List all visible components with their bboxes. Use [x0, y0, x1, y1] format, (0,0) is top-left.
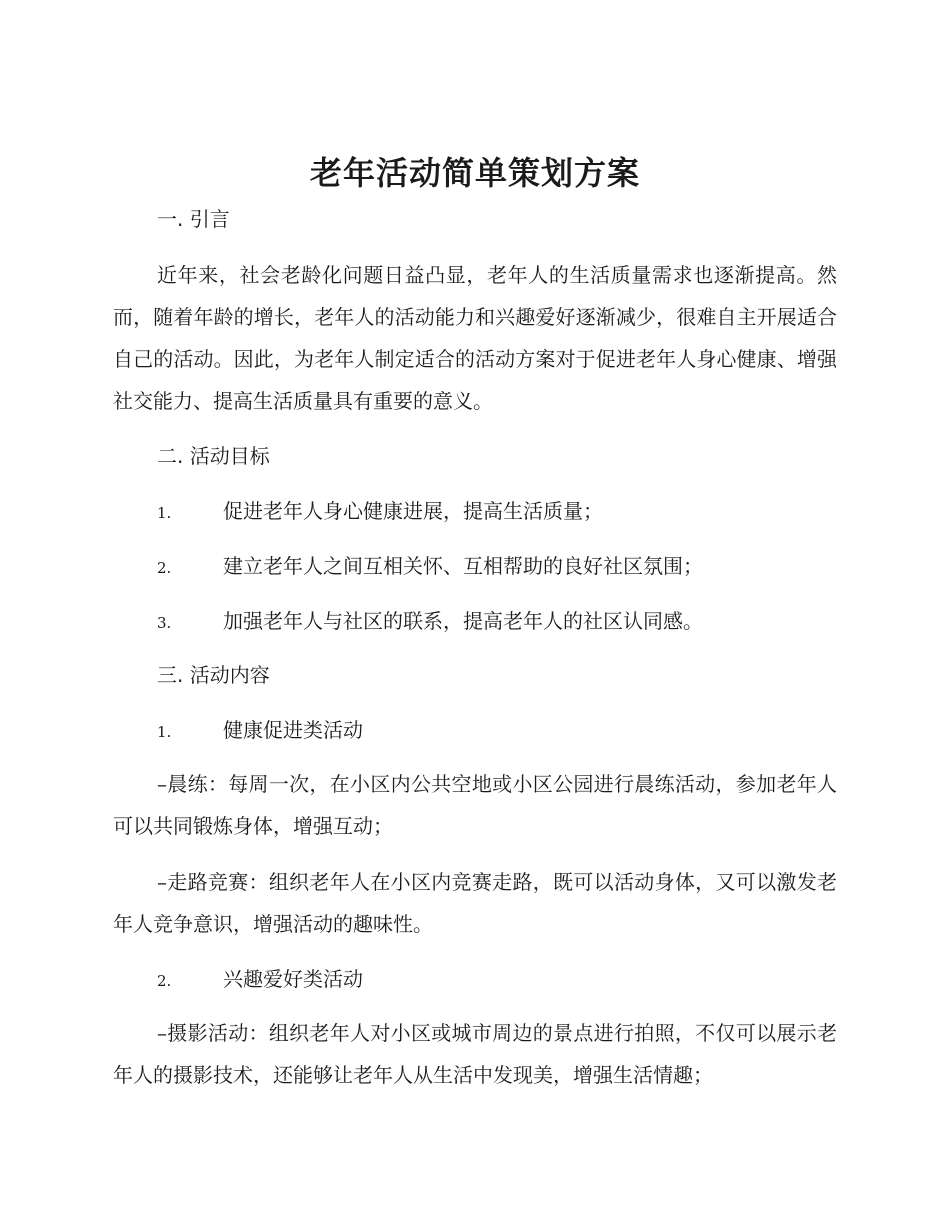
content-category [157, 716, 363, 746]
document-title: 老年活动简单策划方案 [309, 154, 640, 192]
list-number: 1. [157, 723, 172, 741]
goal-item [157, 607, 703, 637]
list-number: 1. [157, 504, 172, 522]
list-text: 加强老年人与社区的联系，提高老年人的社区认同感。 [223, 609, 703, 633]
list-text: 促进老年人身心健康进展，提高生活质量； [223, 499, 603, 523]
intro-paragraph: 近年来，社会老龄化问题日益凸显，老年人的生活质量需求也逐渐提高。然而，随着年龄的增长，老年人的活动能力和兴趣爱好逐渐减少，很难自主开展适合自己的活动。因此，为老年人制定适合的活动方案对于促进老年人身心健康、增强社交能力、提高生活质量具有重要的意义。 [113, 263, 837, 413]
section-heading-goals: 二. 活动目标 [157, 444, 270, 468]
category-label: 兴趣爱好类活动 [223, 967, 363, 991]
goal-item [157, 497, 603, 527]
content-category [157, 965, 363, 995]
list-number: 2. [157, 559, 172, 577]
list-number: 3. [157, 614, 172, 632]
content-paragraph: –摄影活动：组织老年人对小区或城市周边的景点进行拍照，不仅可以展示老年人的摄影技术，还能够让老年人从生活中发现美，增强生活情趣； [113, 1021, 837, 1087]
list-text: 建立老年人之间互相关怀、互相帮助的良好社区氛围； [223, 554, 703, 578]
section-heading-content: 三. 活动内容 [157, 663, 270, 687]
goal-item [157, 552, 703, 582]
category-label: 健康促进类活动 [223, 718, 363, 742]
content-paragraph: –晨练：每周一次，在小区内公共空地或小区公园进行晨练活动，参加老年人可以共同锻炼身体，增强互动； [113, 772, 837, 838]
section-heading-intro: 一. 引言 [157, 207, 230, 231]
content-paragraph: –走路竞赛：组织老年人在小区内竞赛走路，既可以活动身体，又可以激发老年人竞争意识，增强活动的趣味性。 [113, 870, 837, 936]
list-number: 2. [157, 972, 172, 990]
